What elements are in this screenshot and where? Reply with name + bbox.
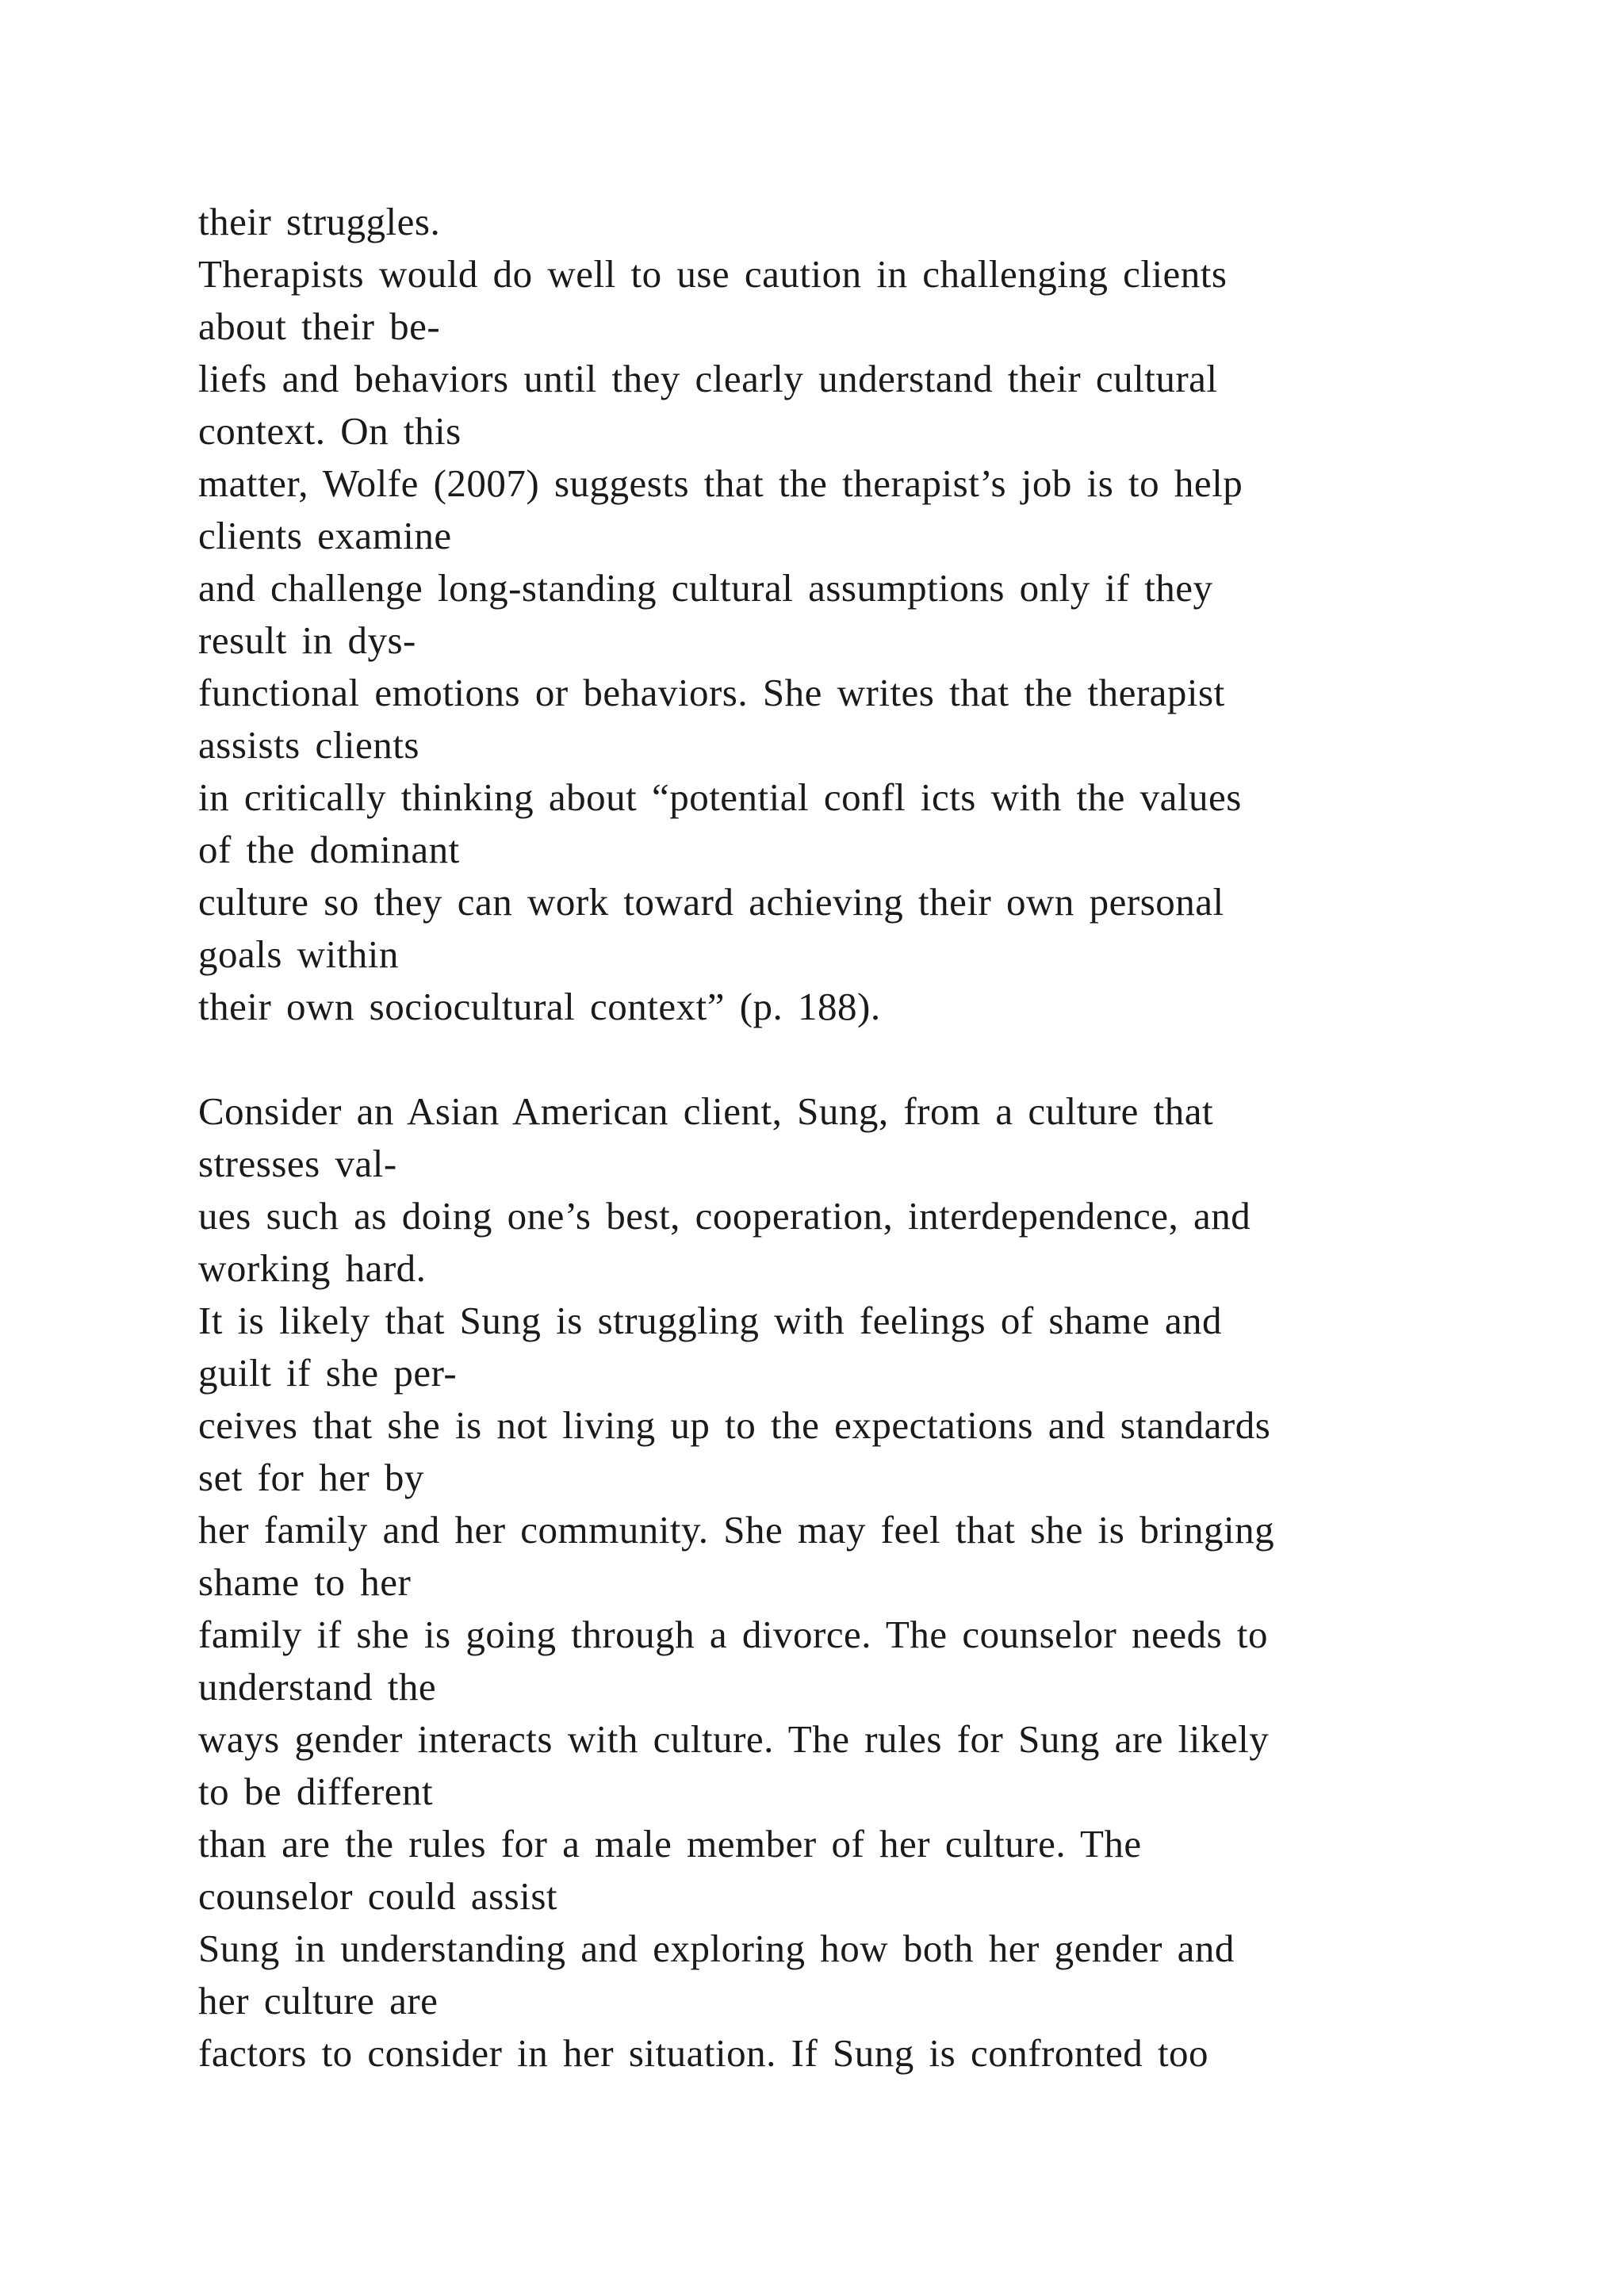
text-line: family if she is going through a divorce. The counselor needs to: [198, 1613, 1269, 1656]
text-line: their struggles.: [198, 200, 441, 243]
text-line: understand the: [198, 1665, 437, 1709]
text-line: shame to her: [198, 1560, 412, 1604]
text-line: context. On this: [198, 409, 462, 453]
text-line: goals within: [198, 932, 399, 976]
text-line: culture so they can work toward achieving their own personal: [198, 880, 1224, 924]
text-line: than are the rules for a male member of her culture. The: [198, 1822, 1142, 1866]
text-line: matter, Wolfe (2007) suggests that the therapist’s job is to help: [198, 461, 1243, 505]
text-line: working hard.: [198, 1246, 427, 1290]
text-line: set for her by: [198, 1456, 424, 1499]
text-line: ceives that she is not living up to the expectations and standards: [198, 1403, 1271, 1447]
text-line: her family and her community. She may feel that she is bringing: [198, 1508, 1275, 1552]
text-line: guilt if she per-: [198, 1351, 458, 1395]
text-line: factors to consider in her situation. If Sung is confronted too: [198, 2031, 1209, 2075]
text-line: of the dominant: [198, 828, 460, 871]
paragraph-break: [198, 1033, 1499, 1085]
text-line: counselor could assist: [198, 1874, 558, 1918]
text-line: liefs and behaviors until they clearly understand their cultural: [198, 357, 1218, 400]
document-body: [198, 196, 1499, 2080]
text-line: result in dys-: [198, 618, 416, 662]
text-line: Therapists would do well to use caution in challenging clients: [198, 252, 1228, 296]
text-line: ways gender interacts with culture. The rules for Sung are likely: [198, 1717, 1270, 1761]
text-line: about their be-: [198, 304, 441, 348]
text-line: stresses val-: [198, 1142, 397, 1185]
text-line: their own sociocultural context” (p. 188).: [198, 985, 881, 1028]
text-line: Consider an Asian American client, Sung, from a culture that: [198, 1089, 1214, 1133]
text-line: Sung in understanding and exploring how both her gender and: [198, 1927, 1235, 1970]
text-line: her culture are: [198, 1979, 439, 2022]
text-line: clients examine: [198, 514, 452, 557]
text-line: ues such as doing one’s best, cooperation, interdependence, and: [198, 1194, 1251, 1238]
text-line: functional emotions or behaviors. She writes that the therapist: [198, 671, 1225, 714]
text-line: and challenge long-standing cultural assumptions only if they: [198, 566, 1213, 610]
text-line: in critically thinking about “potential confl icts with the values: [198, 775, 1242, 819]
paragraph-2: [198, 1085, 1499, 2080]
paragraph-1: [198, 196, 1499, 1033]
text-line: to be different: [198, 1770, 434, 1813]
text-line: It is likely that Sung is struggling with feelings of shame and: [198, 1299, 1223, 1342]
text-line: assists clients: [198, 723, 419, 767]
